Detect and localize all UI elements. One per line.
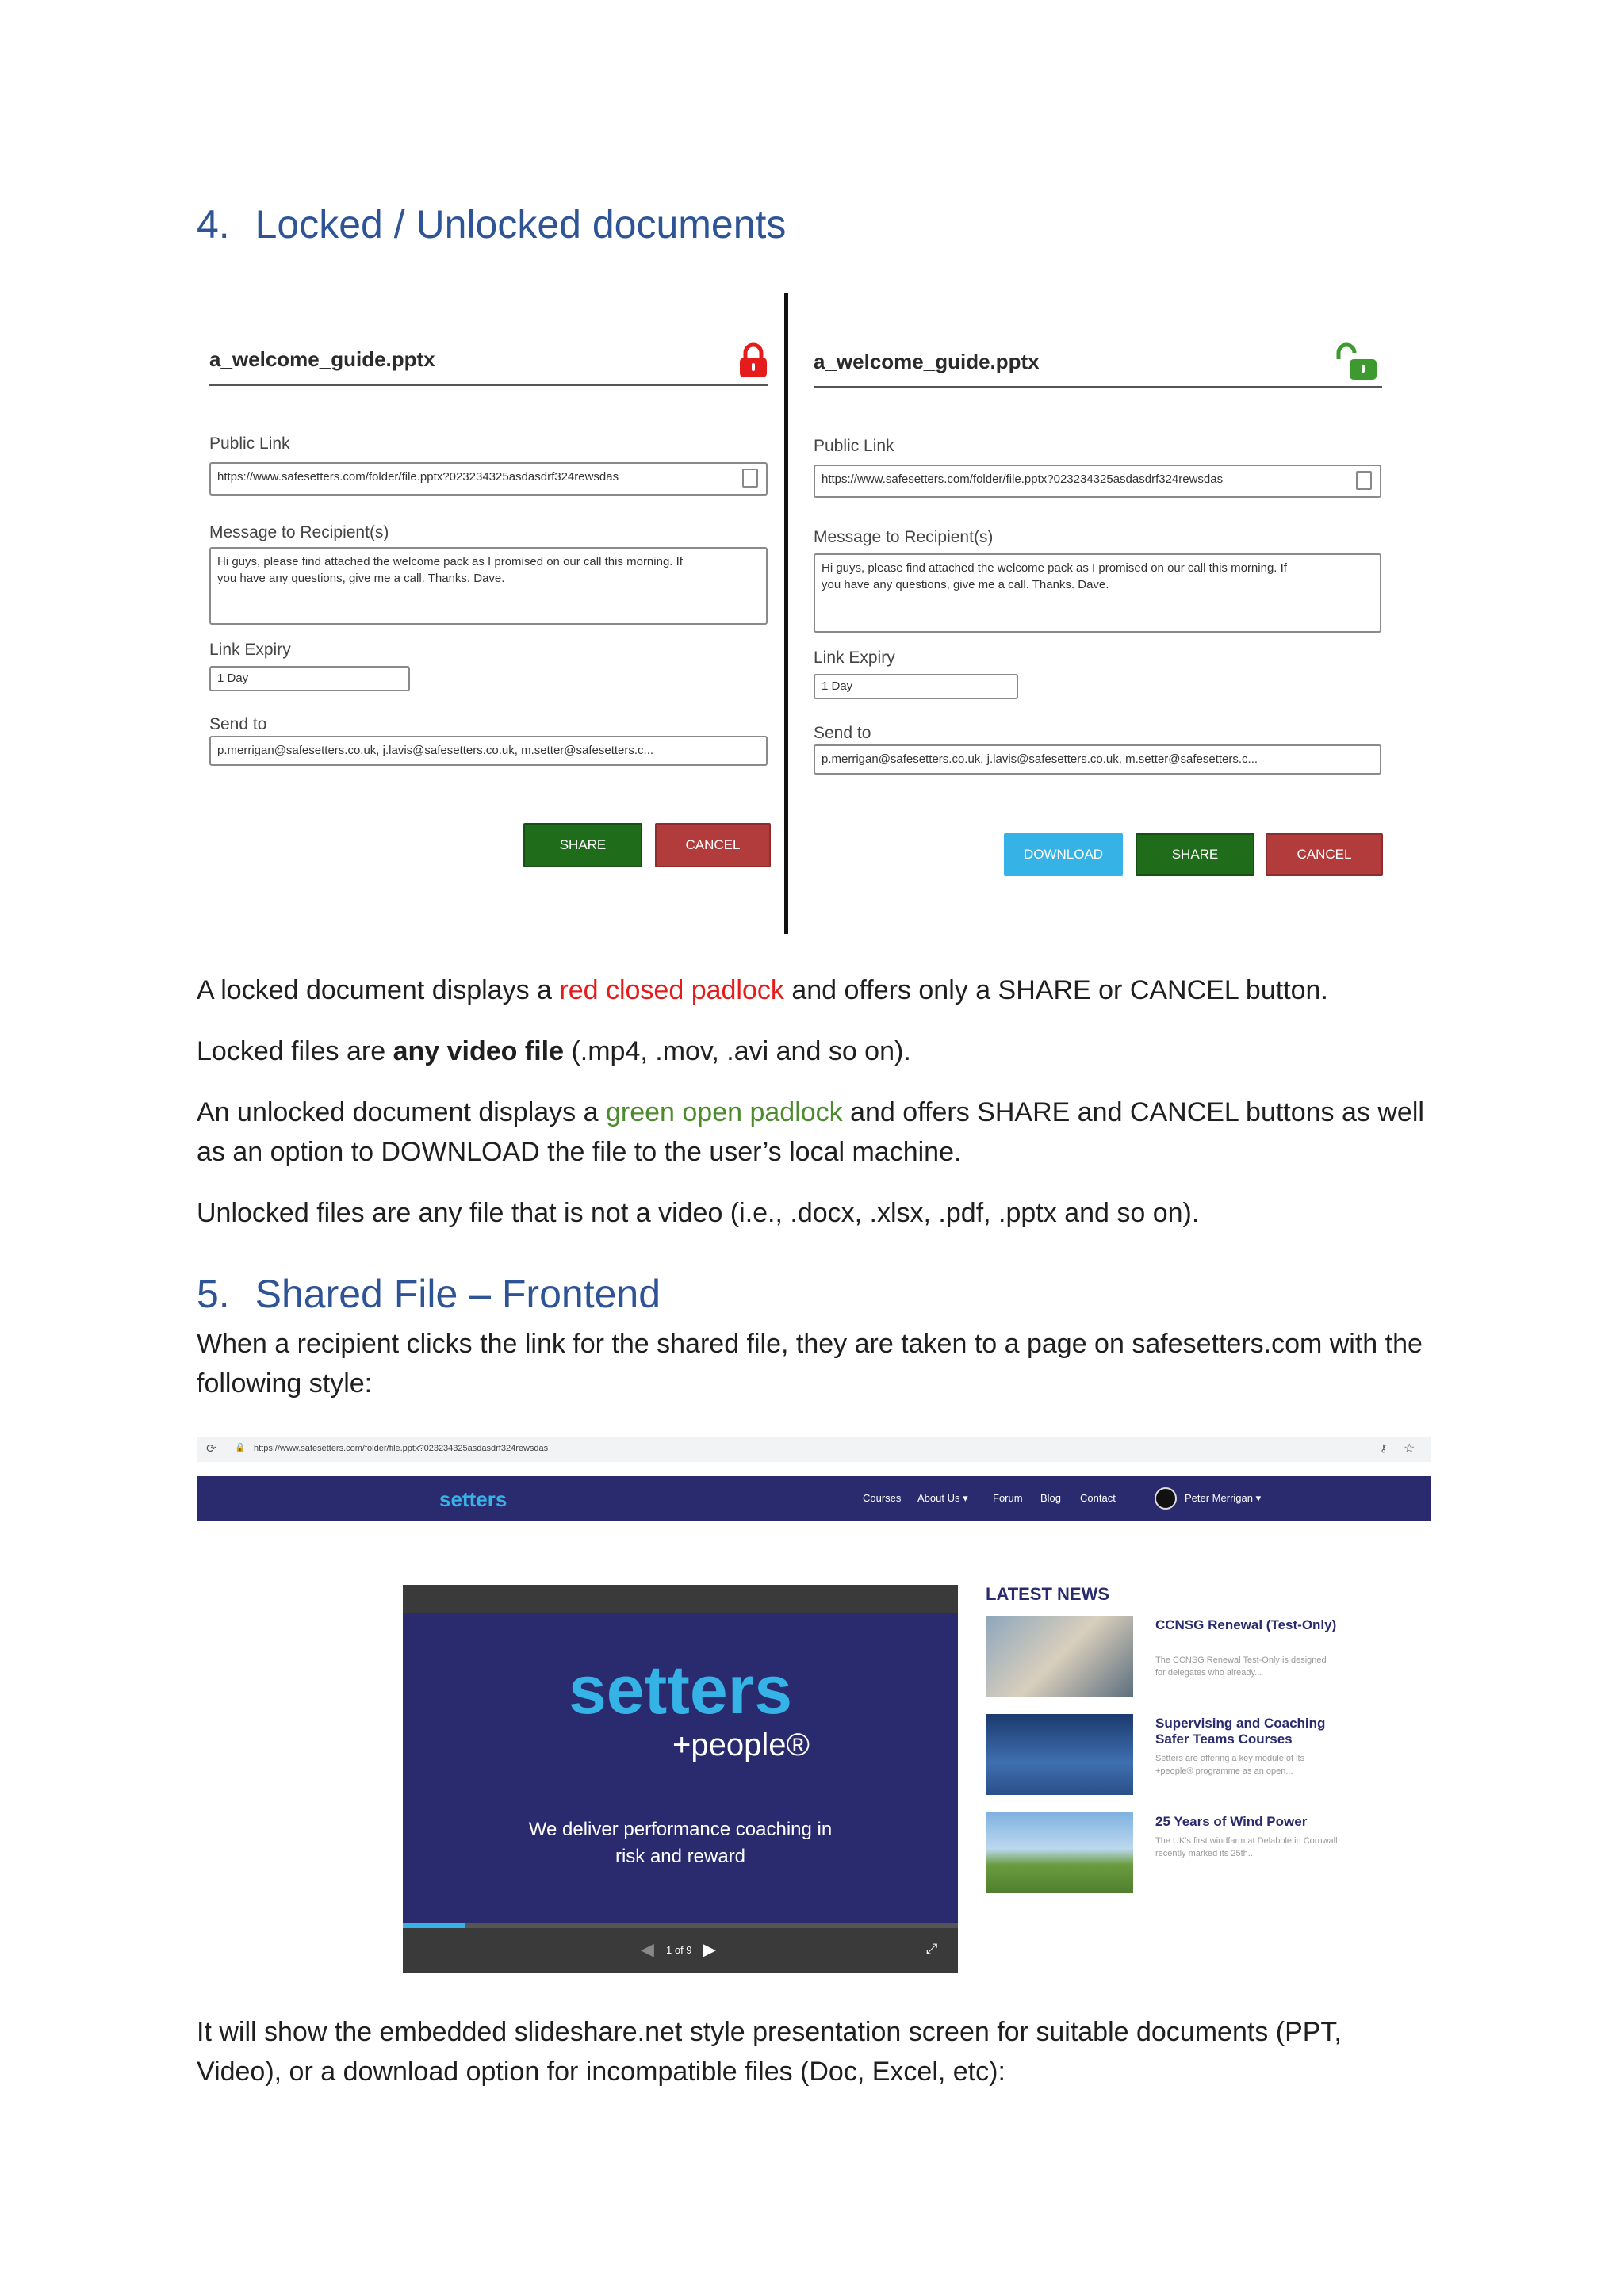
browser-figure <box>197 1437 1431 1976</box>
section-4-number: 4. <box>197 202 230 247</box>
news-title-2[interactable]: Supervising and Coaching Safer Teams Courses <box>1155 1716 1326 1747</box>
locked-files-description: Locked files are any video file (.mp4, .mov, .avi and so on). <box>197 1036 911 1066</box>
unlocked-copy-icon[interactable] <box>1356 471 1372 490</box>
locked-cancel-button[interactable]: CANCEL <box>655 823 771 867</box>
news-text-1: The CCNSG Renewal Test-Only is designed for delegates who already... <box>1155 1655 1327 1678</box>
news-thumb-3[interactable] <box>986 1812 1133 1893</box>
section-5-heading <box>197 1270 661 1318</box>
slide-counter: 1 of 9 <box>666 1944 692 1956</box>
locked-dialog <box>209 347 772 871</box>
browser-address-bar <box>197 1437 1431 1462</box>
nav-forum[interactable]: Forum <box>993 1492 1023 1504</box>
slide-player <box>403 1585 958 1973</box>
green-open-padlock-icon <box>1334 342 1378 381</box>
locked-share-button[interactable]: SHARE <box>523 823 642 867</box>
section-5-title: Shared File – Frontend <box>255 1272 661 1316</box>
green-padlock-text: green open padlock <box>605 1097 843 1127</box>
slide-logo-sub: +people® <box>672 1728 810 1762</box>
unlocked-title-rule <box>814 386 1382 388</box>
site-logo[interactable]: setters <box>439 1487 508 1511</box>
locked-filename: a_welcome_guide.pptx <box>209 347 435 371</box>
user-menu[interactable]: Peter Merrigan ▾ <box>1185 1492 1262 1504</box>
unlocked-expiry-select[interactable]: 1 Day <box>814 674 1018 699</box>
latest-news-heading: LATEST NEWS <box>986 1584 1110 1604</box>
avatar[interactable] <box>1155 1487 1177 1510</box>
slide-tagline-2: risk and reward <box>615 1846 746 1867</box>
news-thumb-1[interactable] <box>986 1616 1133 1697</box>
slide-controls <box>403 1928 958 1973</box>
unlocked-dialog <box>814 350 1385 881</box>
unlocked-filename: a_welcome_guide.pptx <box>814 350 1040 373</box>
url-text[interactable]: https://www.safesetters.com/folder/file.pptx?023234325asdasdrf324rewsdas <box>254 1444 549 1453</box>
news-title-1[interactable]: CCNSG Renewal (Test-Only) <box>1155 1617 1337 1632</box>
unlocked-public-link-field[interactable]: https://www.safesetters.com/folder/file.pptx?023234325asdasdrf324rewsdas <box>814 465 1381 498</box>
unlocked-expiry-label: Link Expiry <box>814 649 895 667</box>
locked-public-link-label: Public Link <box>209 434 290 453</box>
prev-slide-icon[interactable]: ◀ <box>641 1939 654 1959</box>
locked-send-to-label: Send to <box>209 715 267 733</box>
any-video-file-bold: any video file <box>393 1036 564 1066</box>
nav-contact[interactable]: Contact <box>1080 1492 1116 1504</box>
unlocked-send-to-field[interactable]: p.merrigan@safesetters.co.uk, j.lavis@safesetters.co.uk, m.setter@safesetters.c... <box>814 744 1381 775</box>
latest-news <box>986 1576 1382 1909</box>
locked-message-label: Message to Recipient(s) <box>209 523 389 541</box>
news-thumb-2[interactable] <box>986 1714 1133 1795</box>
slide-logo: setters <box>568 1652 793 1728</box>
news-title-3[interactable]: 25 Years of Wind Power <box>1155 1814 1308 1829</box>
section-4-title: Locked / Unlocked documents <box>255 202 787 247</box>
section-5-number: 5. <box>197 1272 230 1316</box>
unlocked-message-field[interactable]: Hi guys, please find attached the welcome pack as I promised on our call this morning. If you have any questions, give me a call. Thanks. Dave. <box>814 553 1381 633</box>
unlocked-download-button[interactable]: DOWNLOAD <box>1004 833 1123 876</box>
locked-title-rule <box>209 384 768 386</box>
lock-icon: 🔒 <box>235 1443 246 1452</box>
dialogs-divider <box>784 293 788 934</box>
unlocked-description: An unlocked document displays a green open padlock and offers SHARE and CANCEL buttons as well as an option to DOWNLOAD the file to the user’s local machine. <box>197 1097 1424 1167</box>
news-text-3: The UK's first windfarm at Delabole in Cornwall recently marked its 25th... <box>1155 1836 1338 1858</box>
embed-description: It will show the embedded slideshare.net style presentation screen for suitable documents (PPT, Video), or a download option for incompatible files (Doc, Excel, etc): <box>197 2017 1342 2087</box>
key-icon[interactable]: ⚷ <box>1380 1442 1388 1454</box>
reload-icon[interactable]: ⟳ <box>206 1442 216 1456</box>
locked-expiry-select[interactable]: 1 Day <box>209 666 410 691</box>
fullscreen-icon[interactable]: ⤢ <box>926 1941 938 1957</box>
news-text-2: Setters are offering a key module of its +people® programme as an open... <box>1155 1754 1305 1776</box>
unlocked-files-description: Unlocked files are any file that is not a video (i.e., .docx, .xlsx, .pdf, .pptx and so on). <box>197 1198 1200 1228</box>
locked-public-link-field[interactable]: https://www.safesetters.com/folder/file.pptx?023234325asdasdrf324rewsdas <box>209 462 768 496</box>
unlocked-public-link-label: Public Link <box>814 437 894 455</box>
locked-description: A locked document displays a red closed padlock and offers only a SHARE or CANCEL button. <box>197 975 1328 1005</box>
section-4-heading <box>197 201 786 248</box>
slide-top-strip <box>403 1585 958 1613</box>
unlocked-send-to-label: Send to <box>814 724 871 742</box>
dialogs-figure <box>205 293 1616 936</box>
unlocked-share-button[interactable]: SHARE <box>1136 833 1254 876</box>
star-icon[interactable]: ☆ <box>1404 1442 1415 1456</box>
site-nav-bar <box>197 1476 1431 1521</box>
locked-expiry-label: Link Expiry <box>209 641 291 659</box>
locked-send-to-field[interactable]: p.merrigan@safesetters.co.uk, j.lavis@safesetters.co.uk, m.setter@safesetters.c... <box>209 736 768 766</box>
shared-file-description: When a recipient clicks the link for the shared file, they are taken to a page on safesetters.com with the following style: <box>197 1329 1423 1399</box>
unlocked-cancel-button[interactable]: CANCEL <box>1266 833 1383 876</box>
next-slide-icon[interactable]: ▶ <box>703 1939 716 1959</box>
unlocked-message-label: Message to Recipient(s) <box>814 528 994 546</box>
nav-courses[interactable]: Courses <box>863 1492 902 1504</box>
nav-blog[interactable]: Blog <box>1040 1492 1062 1504</box>
red-closed-padlock-icon <box>737 342 769 379</box>
red-padlock-text: red closed padlock <box>559 975 784 1005</box>
nav-about-us[interactable]: About Us ▾ <box>917 1492 968 1504</box>
locked-message-field[interactable]: Hi guys, please find attached the welcome pack as I promised on our call this morning. If you have any questions, give me a call. Thanks. Dave. <box>209 547 768 625</box>
slide-tagline-1: We deliver performance coaching in <box>528 1819 833 1840</box>
locked-copy-icon[interactable] <box>742 469 758 488</box>
